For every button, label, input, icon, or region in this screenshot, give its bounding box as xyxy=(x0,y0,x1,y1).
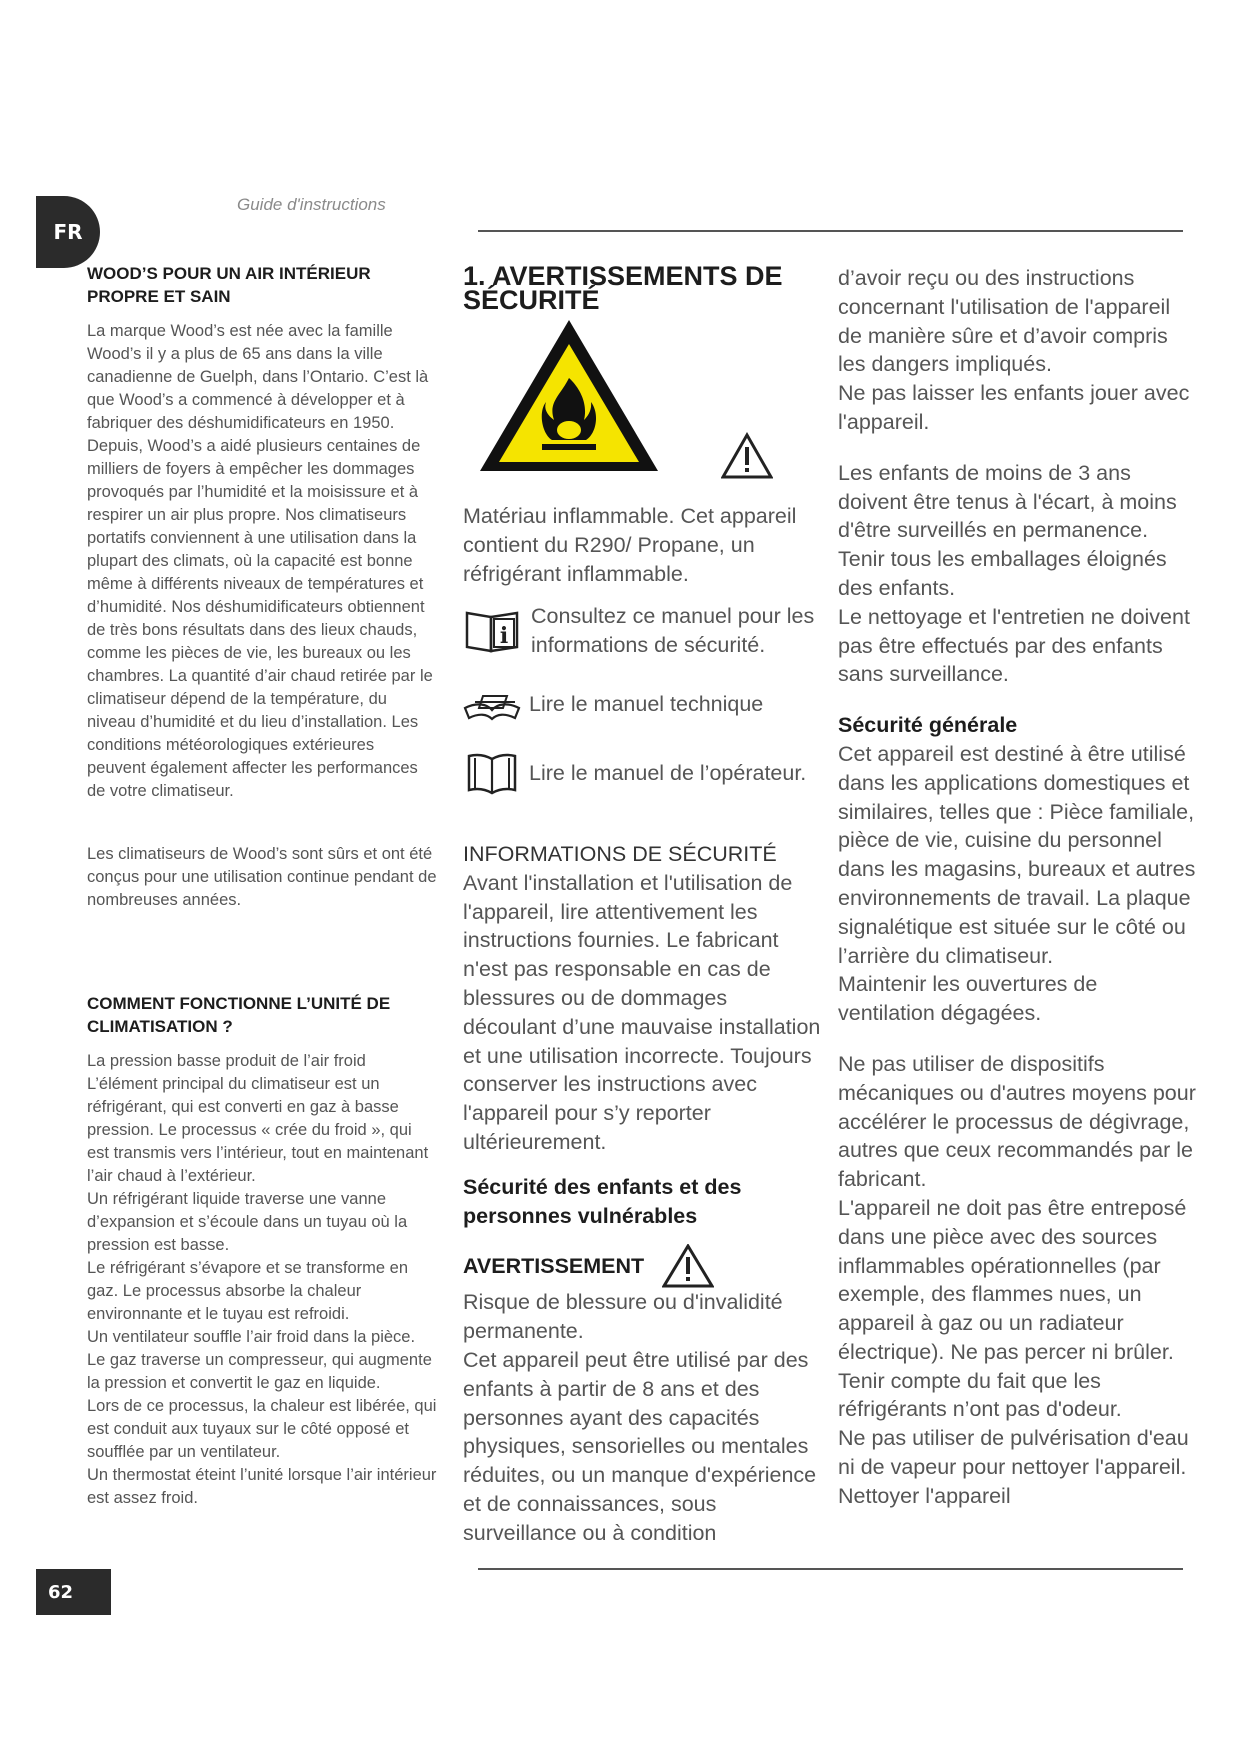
operator-manual-row xyxy=(463,750,823,796)
warning-heading-row xyxy=(463,1244,823,1288)
paragraph: Un thermostat éteint l’unité lorsque l’air intérieur est assez froid. xyxy=(87,1466,437,1507)
page-number: 62 xyxy=(36,1569,111,1615)
paragraph: L’élément principal du climatiseur est un réfrigérant, qui est converti en gaz à basse pression. Le processus « crée du froid », qui est transmis vers l’intérieur, tout en maintenant l’air chaud à l’extérieur. xyxy=(87,1075,429,1185)
paragraph: Maintenir les ouvertures de ventilation dégagées. xyxy=(838,972,1098,1026)
paragraph: Lors de ce processus, la chaleur est libérée, qui est conduit aux tuyaux sur le côté opposé et soufflée par un ventilateur. xyxy=(87,1397,437,1461)
flammable-warning-icon xyxy=(476,316,662,476)
paragraph: Un réfrigérant liquide traverse une vanne d’expansion et s’écoule dans un tuyau où la pression est basse. xyxy=(87,1190,408,1254)
paragraph: Les enfants de moins de 3 ans doivent être tenus à l'écart, à moins d'être surveillés en permanence. xyxy=(838,460,1177,543)
right-column xyxy=(838,264,1198,1511)
bottom-rule xyxy=(478,1568,1183,1570)
paragraph: Les climatiseurs de Wood’s sont sûrs et ont été conçus pour une utilisation continue pendant de nombreuses années. xyxy=(87,845,437,909)
general-safety-heading: Sécurité générale xyxy=(838,713,1018,738)
paragraph: d’avoir reçu ou des instructions concernant l'utilisation de l'appareil de manière sûre et d’avoir compris les dangers impliqués. xyxy=(838,266,1171,377)
consult-row xyxy=(463,602,823,660)
small-warning-icon xyxy=(721,432,773,480)
paragraph: Tenir tous les emballages éloignés des enfants. xyxy=(838,547,1167,600)
paragraph: La pression basse produit de l’air froid xyxy=(87,1052,366,1070)
technical-manual-row xyxy=(463,686,823,722)
operator-manual-icon xyxy=(463,750,521,796)
running-header: Guide d'instructions xyxy=(237,195,386,214)
paragraph: Ne pas laisser les enfants jouer avec l'appareil. xyxy=(838,381,1190,434)
warning-heading: AVERTISSEMENT xyxy=(463,1253,645,1278)
paragraph: Tenir compte du fait que les réfrigérants n’ont pas d'odeur. xyxy=(838,1368,1122,1422)
usage-text: Cet appareil peut être utilisé par des enfants à partir de 8 ans et des personnes ayant des capacités physiques, sensorielles ou mentales réduites, ou un manque d'expérience et de connaissances, sous surveillance ou à condition xyxy=(463,1347,817,1545)
paragraph: Un ventilateur souffle l’air froid dans la pièce. Le gaz traverse un compresseur, qui augmente la pression et convertit le gaz en liquide. xyxy=(87,1328,432,1392)
middle-column xyxy=(463,261,823,1548)
paragraph: L'appareil ne doit pas être entreposé dans une pièce avec des sources inflammables opérationnelles (par exemple, des flammes nues, un appareil à gaz ou un radiateur électrique). Ne pas percer ni brûler. xyxy=(838,1195,1187,1364)
info-text: Avant l'installation et l'utilisation de l'appareil, lire attentivement les instructions fournies. Le fabricant n'est pas responsable en cas de blessures ou de dommages découlant d’une mauvaise installation et une utilisation incorrecte. Toujours conserver les instructions avec l'appareil pour s’y reporter ultérieurement. xyxy=(463,870,821,1154)
risk-text: Risque de blessure ou d'invalidité permanente. xyxy=(463,1290,783,1344)
warning-icon xyxy=(662,1244,714,1288)
warning-graphics xyxy=(463,312,823,502)
manual-info-icon xyxy=(463,607,521,655)
section-heading-how-it-works: COMMENT FONCTIONNE L’UNITÉ DE CLIMATISATION ? xyxy=(87,994,391,1036)
consult-text: Consultez ce manuel pour les informations de sécurité. xyxy=(531,604,815,658)
operator-manual-text: Lire le manuel de l’opérateur. xyxy=(529,760,807,785)
paragraph: Cet appareil est destiné à être utilisé dans les applications domestiques et similaires, telles que : Pièce familiale, pièce de vie, cuisine du personnel dans les magasins, bureaux et autres environnements de travail. La plaque signalétique est située sur le côté ou l’arrière du climatiseur. xyxy=(838,741,1196,968)
left-column xyxy=(87,262,437,1510)
svg-text:i: i xyxy=(499,623,509,650)
paragraph: Le nettoyage et l'entretien ne doivent pas être effectués par des enfants sans surveillance. xyxy=(838,604,1190,687)
info-heading: INFORMATIONS DE SÉCURITÉ xyxy=(463,841,777,866)
paragraph: Ne pas utiliser de dispositifs mécaniques ou d'autres moyens pour accélérer le processus de dégivrage, autres que ceux recommandés par le fabricant. xyxy=(838,1051,1196,1192)
children-heading: Sécurité des enfants et des personnes vulnérables xyxy=(463,1174,742,1228)
technical-manual-text: Lire le manuel technique xyxy=(529,691,764,716)
section-heading-woods: WOOD’S POUR UN AIR INTÉRIEUR PROPRE ET SAIN xyxy=(87,264,371,306)
paragraph: Le réfrigérant s’évapore et se transforme en gaz. Le processus absorbe la chaleur environnante et le tuyau est refroidi. xyxy=(87,1259,409,1323)
section-title: 1. AVERTISSEMENTS DE SÉCURITÉ xyxy=(463,261,783,315)
technical-manual-icon xyxy=(463,686,521,722)
paragraph: La marque Wood’s est née avec la famille Wood’s il y a plus de 65 ans dans la ville canadienne de Guelph, dans l’Ontario. C’est là que Wood’s a commencé à développer et à fabriquer des déshumidificateurs en 1950. Depuis, Wood’s a aidé plusieurs centaines de milliers de foyers à empêcher les dommages provoqués par l’humidité et la moisissure et à respirer un air plus propre. Nos climatiseurs portatifs conviennent à une utilisation dans la plupart des climats, où la capacité est bonne même à différents niveaux de températures et d’humidité. Nos déshumidificateurs obtiennent de très bons résultats dans des lieux chauds, comme les pièces de vie, les bureaux ou les chambres. La quantité d’air chaud retirée par le climatiseur dépend de la température, du niveau d’humidité et du lieu d’installation. Les conditions météorologiques extérieures peuvent également affecter les performances de votre climatiseur. xyxy=(87,322,433,800)
top-rule xyxy=(478,230,1183,232)
flammable-text: Matériau inflammable. Cet appareil contient du R290/ Propane, un réfrigérant inflammable. xyxy=(463,504,797,586)
paragraph: Ne pas utiliser de pulvérisation d'eau ni de vapeur pour nettoyer l'appareil. Nettoyer l'appareil xyxy=(838,1426,1189,1508)
language-badge: FR xyxy=(36,196,100,268)
